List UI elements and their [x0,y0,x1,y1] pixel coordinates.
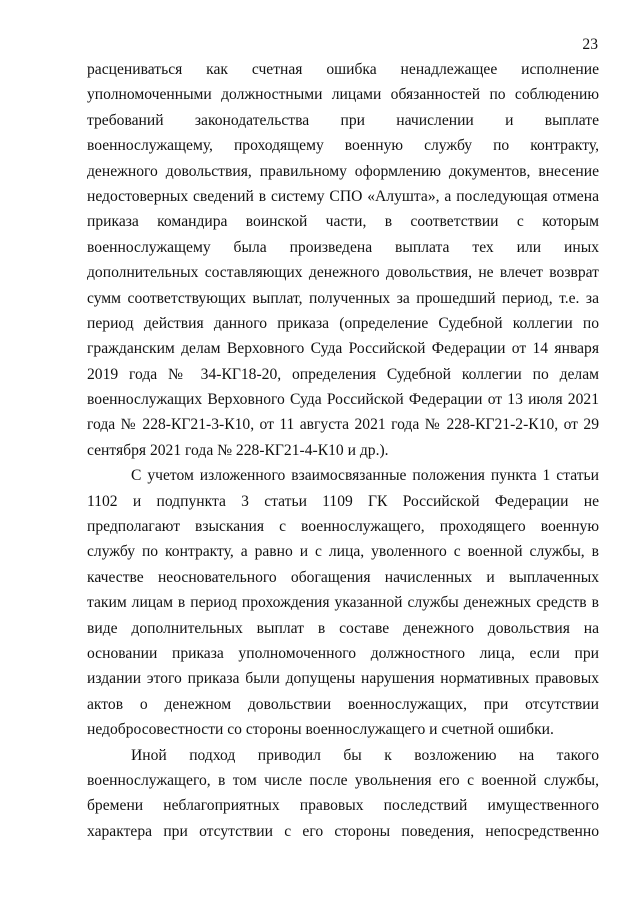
paragraph [87,463,599,742]
text-line: основании приказа уполномоченного должностного лица, если при [87,644,599,662]
body-text [87,57,599,844]
text-line: гражданским делам Верховного Суда Российской Федерации от 14 января [87,340,599,358]
text-line: военнослужащих Верховного Суда Российской Федерации от 13 июля 2021 [87,391,599,409]
text-line: недостоверных сведений в систему СПО «Алушта», а последующая отмена [87,187,599,205]
text-line: недобросовестности со стороны военнослужащего и счетной ошибки. [87,721,554,739]
text-line: С учетом изложенного взаимосвязанные положения пункта 1 статьи [131,467,599,485]
text-line: дополнительных составляющих денежного довольствия, не влечет возврат [87,264,599,282]
paragraph [87,57,599,463]
text-line: сентября 2021 года № 228-КГ21-4-К10 и др.). [87,441,389,459]
text-line: приказа командира воинской части, в соответствии с которым [87,213,599,231]
text-line: сумм соответствующих выплат, полученных за прошедший период, т.е. за [87,289,599,307]
text-line: военнослужащего, в том числе после увольнения его с военной службы, [87,771,599,789]
paragraph [87,743,599,845]
text-line: период действия данного приказа (определение Судебной коллегии по [87,314,599,332]
text-line: военнослужащему была произведена выплата тех или иных [87,238,599,256]
page-number: 23 [582,36,598,53]
text-line: Иной подход приводил бы к возложению на такого [131,746,599,764]
text-line: таким лицам в период прохождения указанной службы денежных средств в [87,594,599,612]
text-line: 2019 года № 34-КГ18-20, определения Судебной коллегии по делам [87,365,599,383]
text-line: службу по контракту, а равно и с лица, уволенного с военной службы, в [87,543,599,561]
text-line: виде дополнительных выплат в составе денежного довольствия на [87,619,599,637]
text-line: военнослужащему, проходящему военную службу по контракту, [87,137,599,155]
text-line: предполагают взыскания с военнослужащего, проходящего военную [87,518,599,536]
text-line: денежного довольствия, правильному оформлению документов, внесение [87,162,599,180]
text-line: 1102 и подпункта 3 статьи 1109 ГК Российской Федерации не [87,492,599,510]
text-line: характера при отсутствии с его стороны поведения, непосредственно [87,822,599,840]
text-line: требований законодательства при начислении и выплате [87,111,599,129]
text-line: бремени неблагоприятных правовых последствий имущественного [87,797,599,815]
text-line: расцениваться как счетная ошибка ненадлежащее исполнение [87,61,599,78]
text-line: актов о денежном довольствии военнослужащих, при отсутствии [87,695,599,713]
text-line: качестве неосновательного обогащения начисленных и выплаченных [87,568,599,586]
text-line: издании этого приказа были допущены нарушения нормативных правовых [87,670,599,688]
text-line: года № 228-КГ21-3-К10, от 11 августа 2021 года № 228-КГ21-2-К10, от 29 [87,416,599,434]
text-line: уполномоченными должностными лицами обязанностей по соблюдению [87,86,599,104]
